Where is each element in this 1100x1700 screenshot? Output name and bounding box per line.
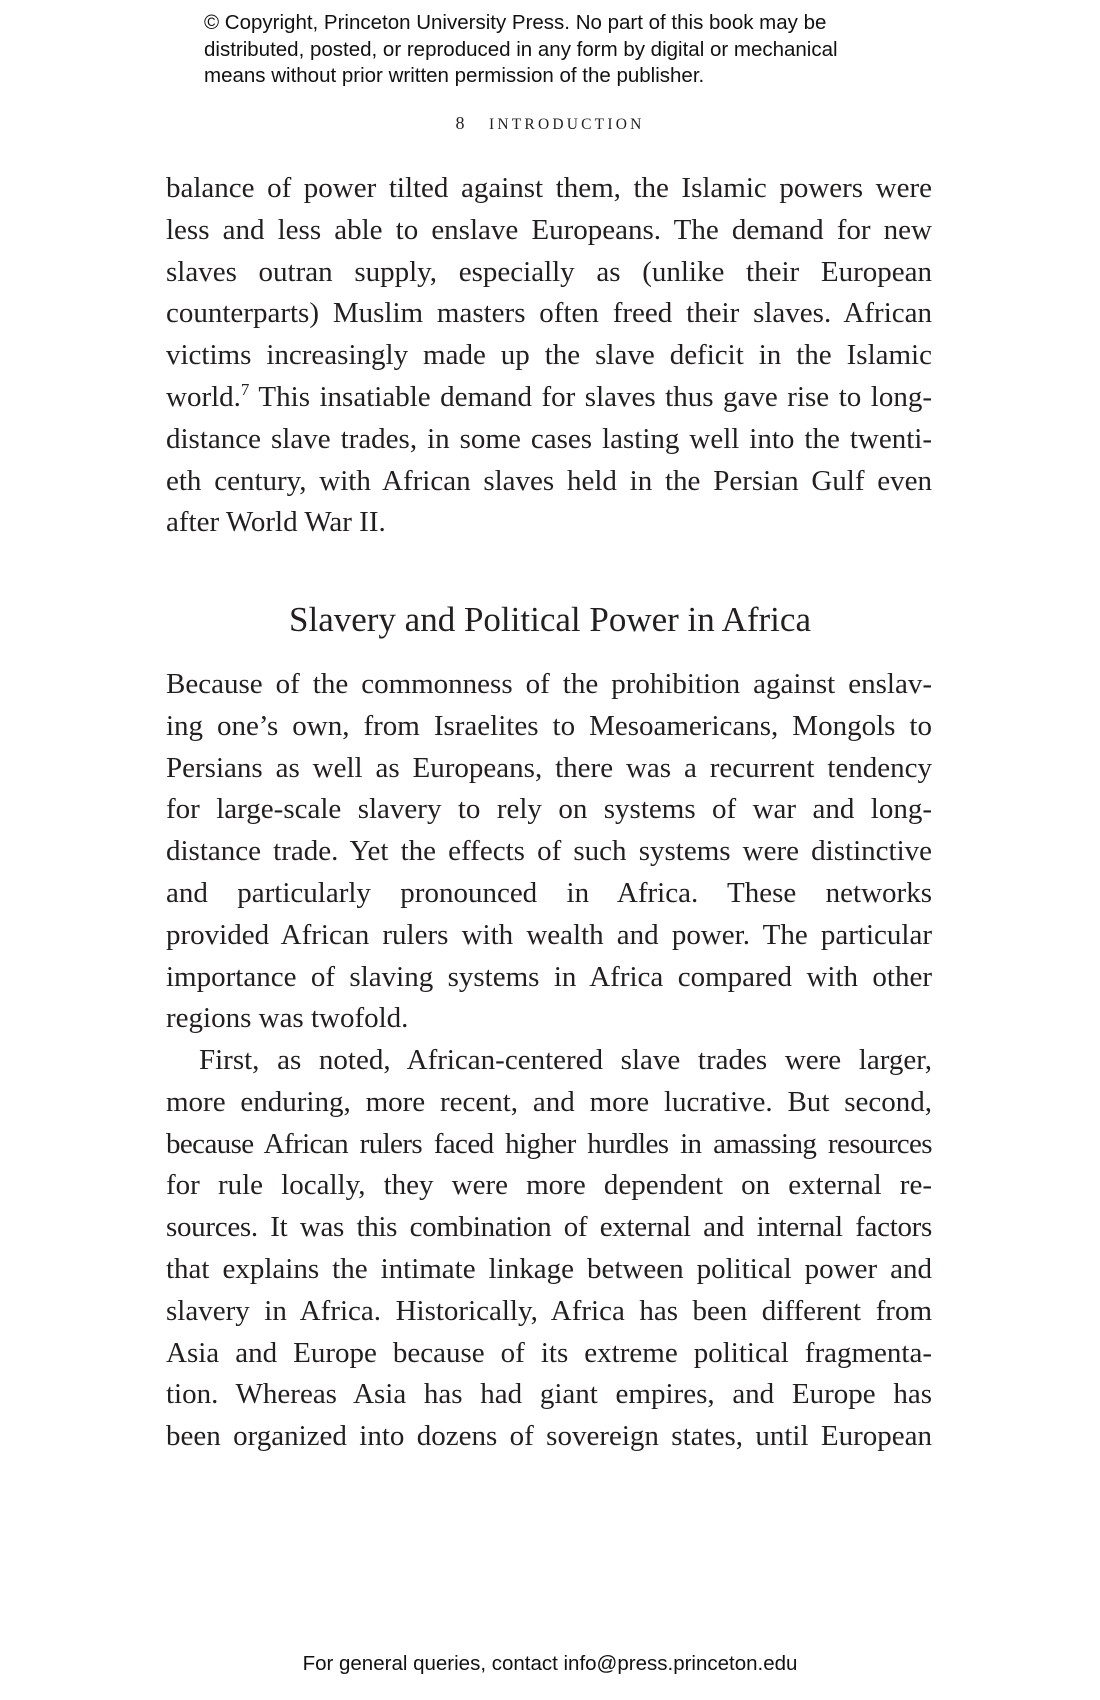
text-line: slaves outran supply, especially as (unlike their European (166, 255, 932, 288)
text-line: Persians as well as Europeans, there was a recurrent tendency (166, 751, 932, 784)
text-line: victims increasingly made up the slave deficit in the Islamic (166, 339, 932, 372)
text-fragment: world. (166, 381, 241, 413)
running-head-section: INTRODUCTION (489, 116, 645, 133)
text-line: Asia and Europe because of its extreme political fragmenta- (166, 1336, 932, 1369)
footer-contact: For general queries, contact info@press.princeton.edu (302, 1652, 798, 1675)
text-line: that explains the intimate linkage between political power and (166, 1253, 932, 1285)
text-line: tion. Whereas Asia has had giant empires, and Europe has (166, 1378, 932, 1411)
running-head (0, 113, 1100, 134)
text-line: eth century, with African slaves held in the Persian Gulf even (166, 464, 932, 497)
text-line: sources. It was this combination of external and internal factors (166, 1211, 932, 1244)
text-line: been organized into dozens of sovereign states, until European (166, 1420, 932, 1453)
text-fragment: This insatiable demand for slaves thus gave rise to long- (249, 381, 932, 413)
text-line: balance of power tilted against them, the Islamic powers were (166, 172, 932, 204)
text-line: regions was twofold. (166, 1002, 409, 1035)
text-line: less and less able to enslave Europeans. The demand for new (166, 213, 932, 246)
text-line: after World War II. (166, 506, 386, 539)
copyright-line: distributed, posted, or reproduced in any form by digital or mechanical (204, 37, 838, 61)
text-line: distance slave trades, in some cases lasting well into the twenti- (166, 422, 932, 455)
text-line: distance trade. Yet the effects of such systems were distinctive (166, 835, 932, 868)
text-line: First, as noted, African-centered slave trades were larger, (199, 1044, 932, 1076)
text-line: Because of the commonness of the prohibition against enslav- (166, 668, 932, 700)
section-heading: Slavery and Political Power in Africa (289, 600, 811, 639)
text-line: for large-scale slavery to rely on systems of war and long- (166, 793, 932, 826)
text-line: counterparts) Muslim masters often freed their slaves. African (166, 297, 932, 330)
copyright-notice (204, 10, 924, 90)
footnote-marker[interactable]: 7 (240, 380, 250, 399)
text-line: and particularly pronounced in Africa. These networks (166, 877, 932, 909)
text-line: ing one’s own, from Israelites to Mesoamericans, Mongols to (166, 709, 932, 742)
copyright-line: means without prior written permission of the publisher. (204, 64, 705, 87)
text-line: importance of slaving systems in Africa compared with other (166, 960, 932, 993)
text-line: slavery in Africa. Historically, Africa has been different from (166, 1294, 932, 1327)
copyright-line: © Copyright, Princeton University Press. No part of this book may be (204, 11, 827, 34)
text-line-with-footnote (166, 376, 932, 418)
text-line: provided African rulers with wealth and power. The particular (166, 918, 932, 951)
text-line: because African rulers faced higher hurdles in amassing resources (166, 1127, 932, 1160)
text-line: more enduring, more recent, and more lucrative. But second, (166, 1085, 932, 1118)
page-number: 8 (455, 113, 465, 133)
text-line: for rule locally, they were more dependent on external re- (166, 1169, 932, 1202)
